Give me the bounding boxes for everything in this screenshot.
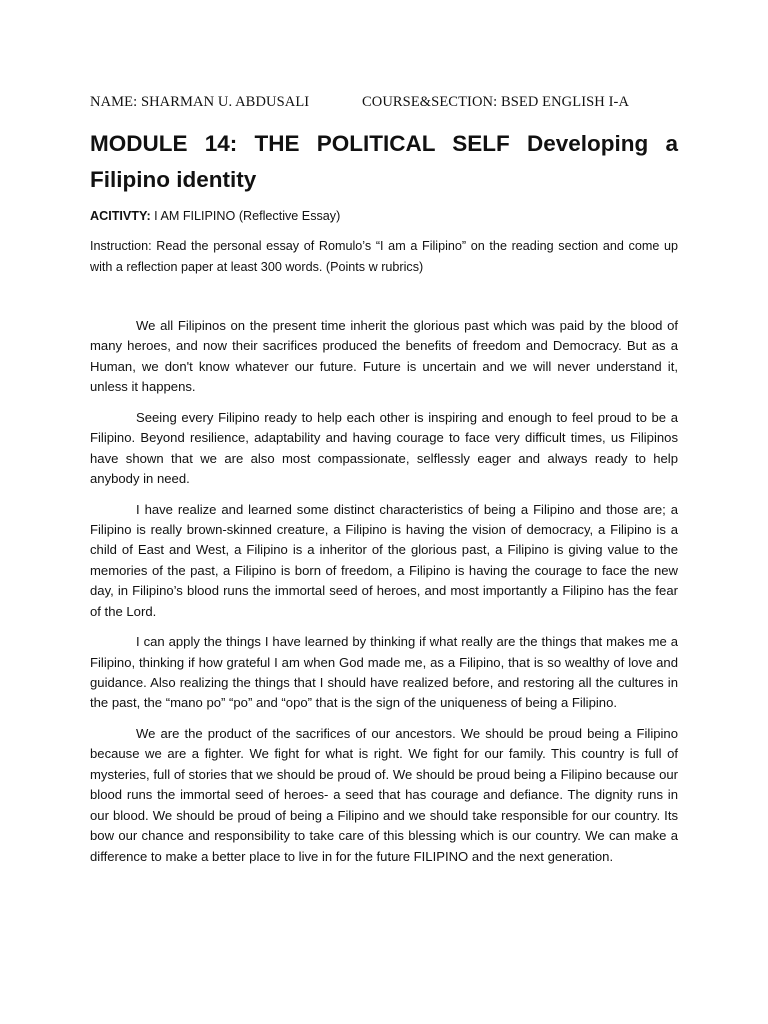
essay-body <box>90 316 678 877</box>
essay-paragraph: I have realize and learned some distinct characteristics of being a Filipino and those are; a Filipino is really brown-skinned creature, a Filipino is having the vision of democracy, a Filipino is a child of East and West, a Filipino is a inheritor of the glorious past, a Filipino is giving value to the memories of the past, a Filipino is born of freedom, a Filipino is having the courage to face the new day, in Filipino’s blood runs the immortal seed of heroes, and most importantly a Filipino has the fear of the Lord. <box>90 501 678 619</box>
course-section: COURSE&SECTION: BSED ENGLISH I-A <box>362 94 630 110</box>
essay-paragraph: Seeing every Filipino ready to help each other is inspiring and enough to feel proud to be a Filipino. Beyond resilience, adaptability and having courage to face very difficult times, us Filipinos have shown that we are also most compassionate, selflessly eager and always ready to help anybody in need. <box>90 409 678 487</box>
essay-paragraph: We all Filipinos on the present time inherit the glorious past which was paid by the blood of many heroes, and now their sacrifices produced the benefits of freedom and Democracy. But as a Human, we don't know whatever our future. Future is uncertain and we will never understand it, unless it happens. <box>90 318 678 395</box>
module-title: MODULE 14: THE POLITICAL SELF Developing a Filipino identity <box>90 131 678 192</box>
activity-text: I AM FILIPINO (Reflective Essay) <box>150 209 341 223</box>
activity-line <box>90 206 678 226</box>
activity-label: ACITIVTY: <box>90 209 151 223</box>
essay-paragraph: We are the product of the sacrifices of our ancestors. We should be proud being a Filipino because we are a fighter. We fight for what is right. We fight for our family. This country is full of mysteries, full of stories that we should be proud of. We should be proud being a Filipino because our blood runs the immortal seed of heroes- a seed that has courage and defiance. The dignity runs in our blood. We should be proud of being a Filipino and we should take responsible for our country. Its bow our chance and responsibility to take care of this blessing which is our country. We can make a difference to make a better place to live in for the future FILIPINO and the next generation. <box>90 726 678 864</box>
essay-paragraph: I can apply the things I have learned by thinking if what really are the things that makes me a Filipino, thinking if how grateful I am when God made me, as a Filipino, that is so wealthy of love and guidance. Also realizing the things that I should have realized before, and restoring all the cultures in the past, the “mano po” “po” and “opo” that is the sign of the uniqueness of being a Filipino. <box>90 634 678 711</box>
student-name: NAME: SHARMAN U. ABDUSALI <box>90 94 310 110</box>
instruction-text: Instruction: Read the personal essay of Romulo’s “I am a Filipino” on the reading section and come up with a reflection paper at least 300 words. (Points w rubrics) <box>90 239 678 274</box>
student-info-header <box>90 94 680 111</box>
